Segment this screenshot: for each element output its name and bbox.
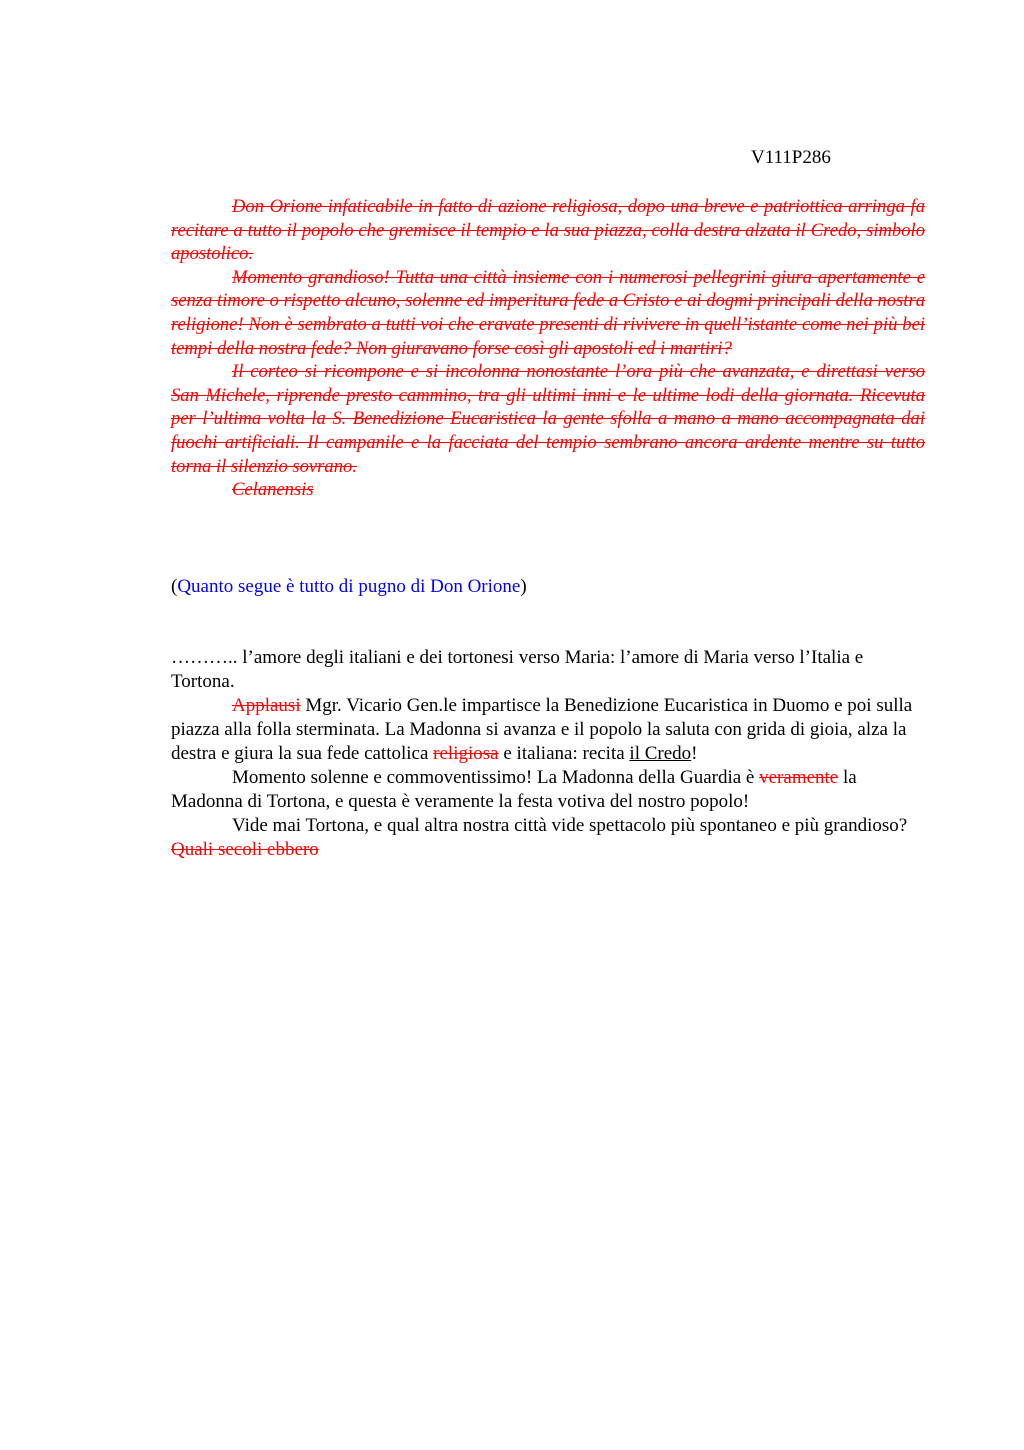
deleted-word: religiosa xyxy=(433,743,499,764)
note-close-paren: ) xyxy=(520,576,527,597)
text-segment: ! xyxy=(691,743,698,764)
main-text xyxy=(171,646,925,862)
text-segment: Momento solenne e commoventissimo! La Madonna della Guardia è xyxy=(232,767,760,788)
deleted-signature: Celanensis xyxy=(232,479,314,501)
text-segment: Mgr. Vicario Gen.le impartisce la Benedizione Eucaristica in Duomo e poi sulla piazza alla folla sterminata. La Madonna si avanza e il popolo la saluta con grida di gioia, alza la destra e giura la sua fede cattolica xyxy=(171,695,913,764)
deleted-text-block xyxy=(171,195,925,502)
text-segment: la Madonna di Tortona, e questa è veramente la festa votiva del nostro popolo! xyxy=(171,767,857,812)
deleted-word: veramente xyxy=(759,767,839,788)
text-segment: Vide mai Tortona, e qual altra nostra città vide spettacolo più spontaneo e più grandioso? xyxy=(232,815,908,836)
deleted-paragraph: Momento grandioso! Tutta una città insieme con i numerosi pellegrini giura apertamente e senza timore o rispetto alcuno, solenne ed imperitura fede a Cristo e ai dogmi principali della nostra religione! Non è sembrato a tutti voi che eravate presenti di rivivere in quell’istante come nei più bei tempi della nostra fede? Non giuravano forse così gli apostoli ed i martiri? xyxy=(171,266,925,359)
underlined-text: il Credo xyxy=(629,743,692,764)
deleted-word: Applausi xyxy=(232,695,301,716)
text-segment: e italiana: recita xyxy=(498,743,630,764)
editorial-note xyxy=(171,575,527,599)
paragraph: ……….. l’amore degli italiani e dei tortonesi verso Maria: l’amore di Maria verso l’Italia e Tortona. xyxy=(171,647,864,692)
note-text: Quanto segue è tutto di pugno di Don Orione xyxy=(177,576,521,597)
paragraph xyxy=(171,814,925,862)
deleted-phrase: Quali secoli ebbero xyxy=(171,839,319,860)
deleted-paragraph: Don Orione infaticabile in fatto di azione religiosa, dopo una breve e patriottica arringa fa recitare a tutto il popolo che gremisce il tempio e la sua piazza, colla destra alzata il Credo, simbolo apostolico. xyxy=(171,196,925,265)
page-identifier: V111P286 xyxy=(751,147,831,168)
paragraph xyxy=(171,694,925,766)
deleted-paragraph: Il corteo si ricompone e si incolonna nonostante l’ora più che avanzata, e direttasi verso San Michele, riprende presto cammino, tra gli ultimi inni e le ultime lodi della giornata. Ricevuta per l’ultima volta la S. Benedizione Eucaristica la gente sfolla a mano a mano accompagnata dai fuochi artificiali. Il campanile e la facciata del tempio sembrano ancora ardente mentre su tutto torna il silenzio sovrano. xyxy=(171,361,925,477)
note-open-paren: ( xyxy=(171,576,178,597)
paragraph xyxy=(171,766,925,814)
